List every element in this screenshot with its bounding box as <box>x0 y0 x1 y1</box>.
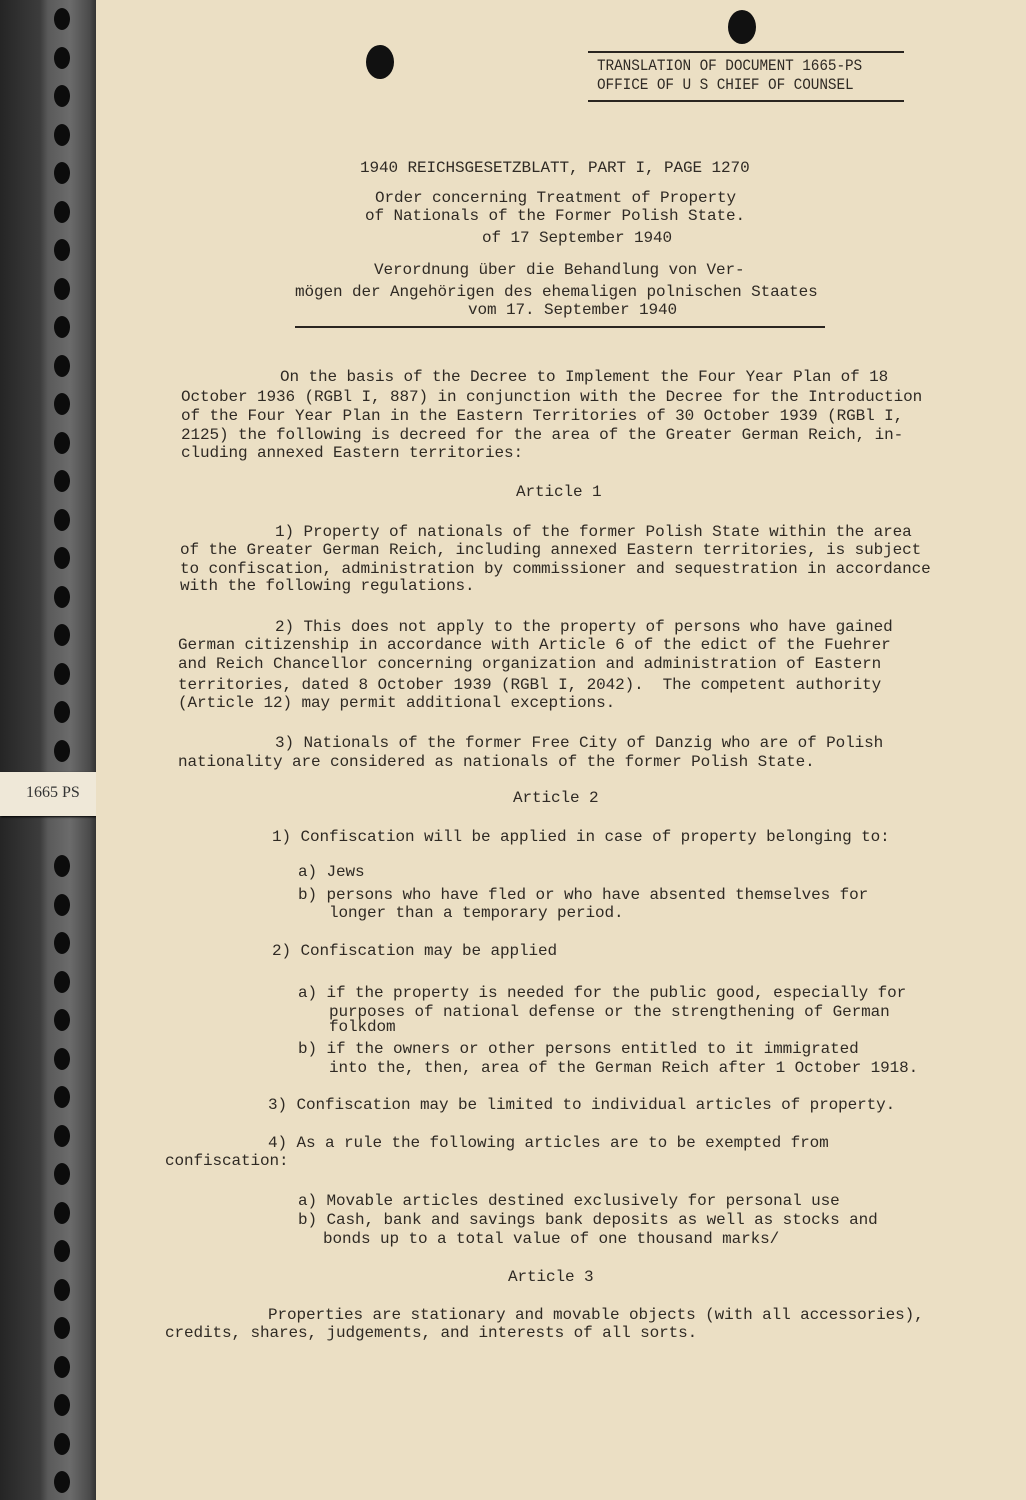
text-line: Properties are stationary and movable objects (with all accessories), <box>268 1306 924 1324</box>
binder-hole <box>54 740 70 762</box>
binder-hole <box>54 894 70 916</box>
divider <box>588 100 904 102</box>
binder-hole <box>54 124 70 146</box>
text-line: with the following regulations. <box>180 577 475 595</box>
text-line: of the Four Year Plan in the Eastern Territories of 30 October 1939 (RGBl I, <box>181 407 904 425</box>
german-title: Verordnung über die Behandlung von Ver- <box>374 261 745 279</box>
text-line: cluding annexed Eastern territories: <box>181 444 524 462</box>
english-title: of Nationals of the Former Polish State. <box>365 207 746 225</box>
text-line: b) if the owners or other persons entitled to it immigrated <box>298 1040 859 1058</box>
text-line: 3) Nationals of the former Free City of Danzig who are of Polish <box>275 734 884 752</box>
text-line: 2) Confiscation may be applied <box>272 942 558 960</box>
text-line: 1) Property of nationals of the former Polish State within the area <box>275 523 912 541</box>
text-line: into the, then, area of the German Reich after 1 October 1918. <box>329 1059 919 1077</box>
binder-hole <box>54 663 70 685</box>
binder-hole <box>54 47 70 69</box>
binder-hole <box>54 1048 70 1070</box>
binder-hole <box>54 239 70 261</box>
binder-hole <box>54 85 70 107</box>
english-title: Order concerning Treatment of Property <box>375 189 737 207</box>
binder-hole <box>54 624 70 646</box>
text-line: b) persons who have fled or who have absented themselves for <box>298 886 869 904</box>
text-line: 2125) the following is decreed for the area of the Greater German Reich, in- <box>181 426 904 444</box>
text-line: to confiscation, administration by commissioner and sequestration in accordance <box>180 560 931 578</box>
binder-hole <box>54 278 70 300</box>
punch-hole <box>366 45 394 79</box>
text-line: bonds up to a total value of one thousand marks/ <box>323 1230 780 1248</box>
binder-hole <box>54 8 70 30</box>
binder-hole <box>54 932 70 954</box>
german-title: mögen der Angehörigen des ehemaligen polnischen Staates <box>295 283 818 301</box>
text-line: a) if the property is needed for the public good, especially for <box>298 984 907 1002</box>
header-line-2: OFFICE OF U S CHIEF OF COUNSEL <box>597 76 854 94</box>
binder-hole <box>54 316 70 338</box>
binder-hole <box>54 432 70 454</box>
text-line: territories, dated 8 October 1939 (RGBl I, 2042). The competent authority <box>178 676 882 694</box>
binder-hole <box>54 1279 70 1301</box>
text-line: of the Greater German Reich, including annexed Eastern territories, is subject <box>180 541 922 559</box>
text-line: confiscation: <box>165 1152 289 1170</box>
binder-hole <box>54 1240 70 1262</box>
binder-hole <box>54 547 70 569</box>
article-heading: Article 3 <box>508 1268 594 1286</box>
binder-hole <box>54 586 70 608</box>
text-line: 3) Confiscation may be limited to individual articles of property. <box>268 1096 896 1114</box>
text-line: On the basis of the Decree to Implement the Four Year Plan of 18 <box>280 368 889 386</box>
text-line: October 1936 (RGBl I, 887) in conjunction with the Decree for the Introduction <box>181 388 923 406</box>
binder-hole <box>54 1394 70 1416</box>
side-tab <box>0 772 96 816</box>
article-heading: Article 2 <box>513 789 599 807</box>
text-line: 4) As a rule the following articles are to be exempted from <box>268 1134 829 1152</box>
binder-hole <box>54 1433 70 1455</box>
text-line: German citizenship in accordance with Article 6 of the edict of the Fuehrer <box>178 636 891 654</box>
text-line: 1) Confiscation will be applied in case of property belonging to: <box>272 828 890 846</box>
binder-hole <box>54 1009 70 1031</box>
binder-hole <box>54 162 70 184</box>
header-line-1: TRANSLATION OF DOCUMENT 1665-PS <box>597 57 863 75</box>
text-line: credits, shares, judgements, and interests of all sorts. <box>165 1324 698 1342</box>
binder-hole <box>54 470 70 492</box>
punch-hole <box>728 10 756 44</box>
binder-hole <box>54 355 70 377</box>
binder-hole <box>54 1317 70 1339</box>
divider <box>295 326 825 328</box>
binder-hole <box>54 1202 70 1224</box>
text-line: folkdom <box>329 1018 396 1036</box>
binder-hole <box>54 1086 70 1108</box>
text-line: b) Cash, bank and savings bank deposits as well as stocks and <box>298 1211 878 1229</box>
text-line: 2) This does not apply to the property of persons who have gained <box>275 618 893 636</box>
binder-hole <box>54 1163 70 1185</box>
source-title: 1940 REICHSGESETZBLATT, PART I, PAGE 1270 <box>360 159 750 177</box>
english-title: of 17 September 1940 <box>482 229 673 247</box>
text-line: purposes of national defense or the strengthening of German <box>329 1003 890 1021</box>
binder-hole <box>54 1356 70 1378</box>
binder-strip <box>0 0 96 1500</box>
side-tab-label: 1665 PS <box>26 784 80 801</box>
binder-hole <box>54 1125 70 1147</box>
binder-hole <box>54 971 70 993</box>
divider <box>588 51 904 53</box>
binder-hole <box>54 393 70 415</box>
binder-hole <box>54 201 70 223</box>
binder-hole <box>54 855 70 877</box>
binder-hole <box>54 1471 70 1493</box>
text-line: nationality are considered as nationals of the former Polish State. <box>178 753 815 771</box>
binder-hole <box>54 509 70 531</box>
text-line: a) Movable articles destined exclusively for personal use <box>298 1192 840 1210</box>
text-line: longer than a temporary period. <box>329 904 624 922</box>
article-heading: Article 1 <box>516 483 602 501</box>
text-line: a) Jews <box>298 863 365 881</box>
text-line: (Article 12) may permit additional exceptions. <box>178 694 616 712</box>
german-title: vom 17. September 1940 <box>468 301 678 319</box>
text-line: and Reich Chancellor concerning organization and administration of Eastern <box>178 655 882 673</box>
binder-hole <box>54 701 70 723</box>
